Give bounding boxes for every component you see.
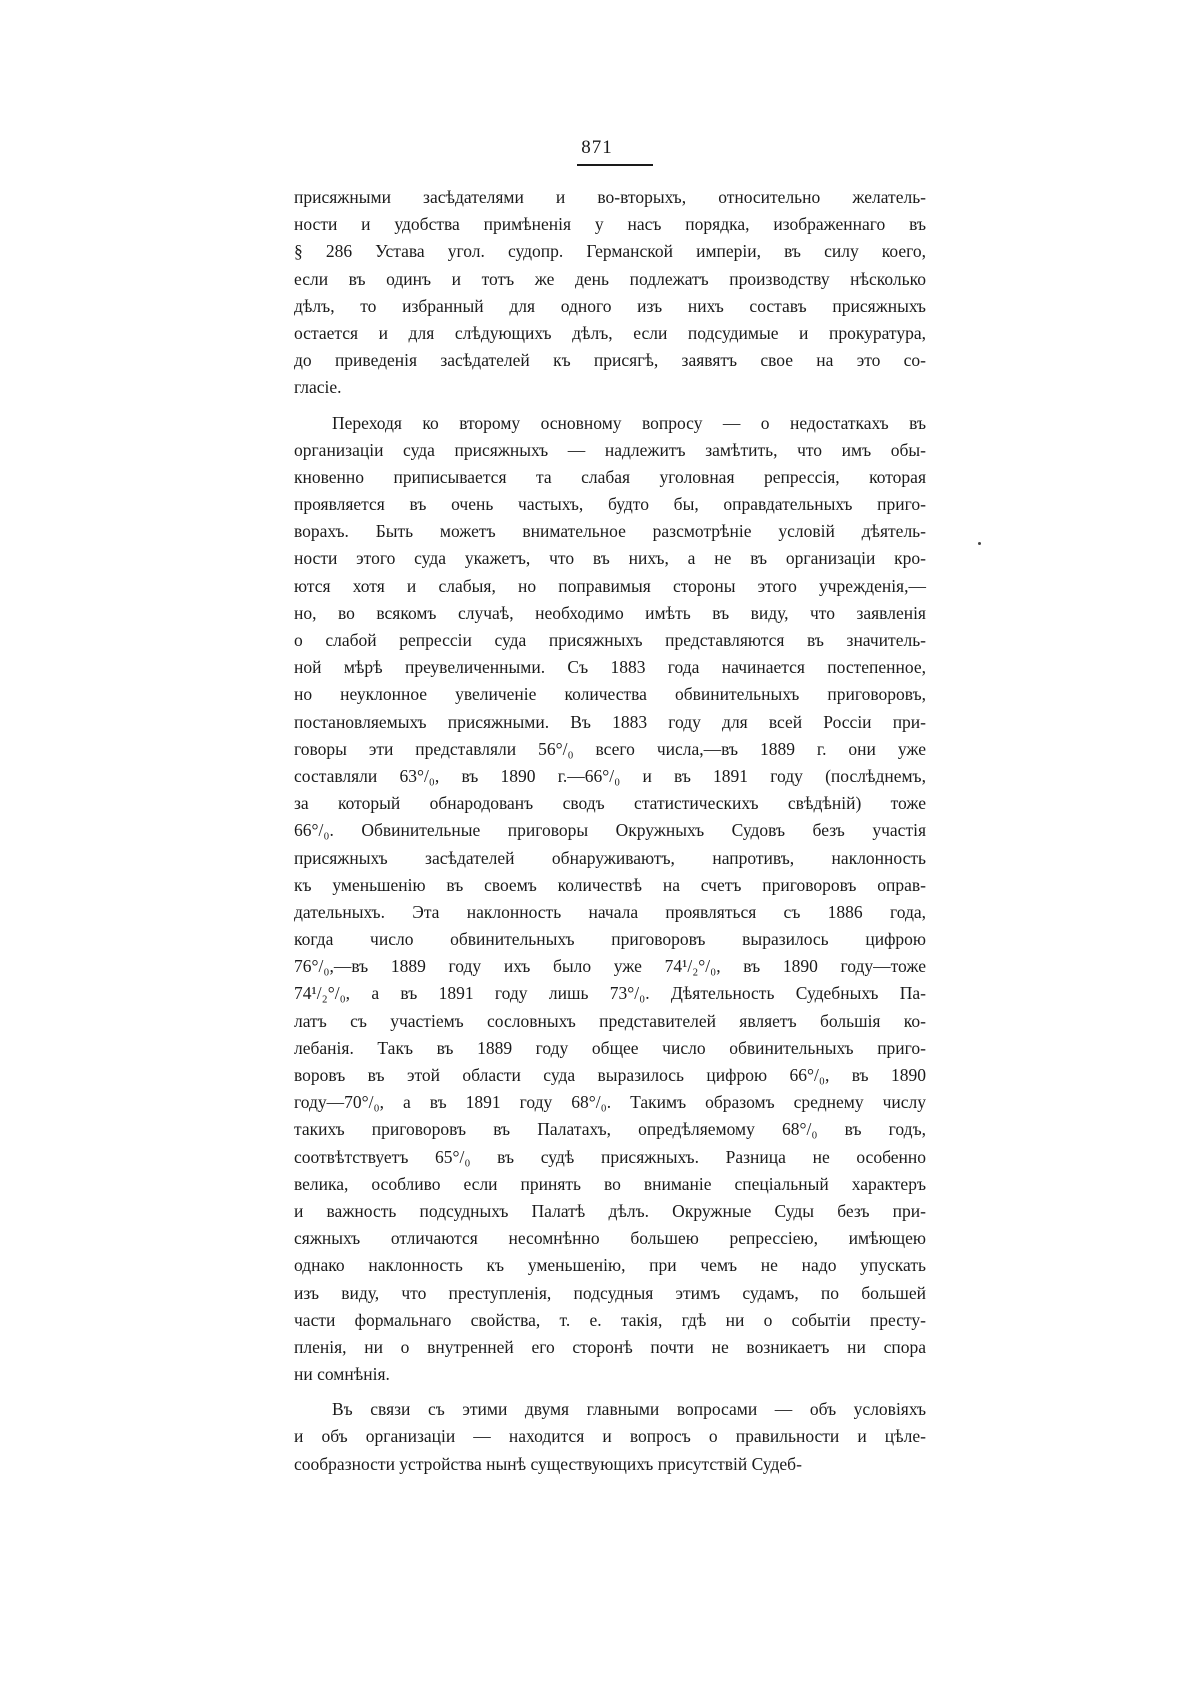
paragraph: [294, 1396, 926, 1478]
paragraph-gap: [294, 1388, 926, 1396]
text-line: однако наклонность къ уменьшенію, при чемъ не надо упускать: [294, 1255, 926, 1276]
text-line: 76°/₀,—въ 1889 году ихъ было уже 74¹/₂°/₀, въ 1890 году—тоже: [294, 956, 926, 977]
text-line: сообразности устройства нынѣ существующихъ присутствій Судеб-: [294, 1453, 802, 1474]
text-line: ности и удобства примѣненія у насъ порядка, изображеннаго въ: [294, 214, 926, 235]
text-line: ются хотя и слабыя, но поправимыя стороны этого учрежденія,—: [294, 575, 926, 596]
text-line: и объ организаціи — находится и вопросъ о правильности и цѣле-: [294, 1426, 926, 1447]
text-line: ности этого суда укажетъ, что въ нихъ, а не въ организаціи кро-: [294, 548, 926, 569]
text-line: когда число обвинительныхъ приговоровъ выразилось цифрою: [294, 929, 926, 950]
text-line: гласіе.: [294, 377, 342, 398]
paragraph: [294, 410, 926, 1389]
text-line: 66°/₀. Обвинительные приговоры Окружныхъ Судовъ безъ участія: [294, 820, 926, 841]
text-line: § 286 Устава угол. судопр. Германской имперіи, въ силу коего,: [294, 241, 926, 262]
page-number: 871: [581, 137, 613, 158]
text-line: дѣлъ, то избранный для одного изъ нихъ составъ присяжныхъ: [294, 295, 926, 316]
text-line: говоры эти представляли 56°/₀ всего числа,—въ 1889 г. они уже: [294, 738, 926, 759]
text-line: о слабой репрессіи суда присяжныхъ представляются въ значитель-: [294, 630, 926, 650]
text-block: [294, 184, 926, 1478]
text-line: но неуклонное увеличеніе количества обвинительныхъ приговоровъ,: [294, 684, 926, 705]
margin-mark: [978, 542, 981, 545]
text-line: организаціи суда присяжныхъ — надлежитъ замѣтить, что имъ обы-: [294, 439, 926, 460]
text-line: составляли 63°/₀, въ 1890 г.—66°/₀ и въ 1891 году (послѣднемъ,: [294, 765, 926, 786]
text-line: Переходя ко второму основному вопросу — о недостаткахъ въ: [332, 412, 926, 433]
text-line: такихъ приговоровъ въ Палатахъ, опредѣляемому 68°/₀ въ годъ,: [294, 1119, 926, 1140]
text-line: кновенно приписывается та слабая уголовная репрессія, которая: [294, 466, 926, 487]
text-line: пленія, ни о внутренней его сторонѣ почти не возникаетъ ни спора: [294, 1336, 926, 1357]
text-line: воровъ въ этой области суда выразилось цифрою 66°/₀, въ 1890: [294, 1065, 926, 1085]
text-line: постановляемыхъ присяжными. Въ 1883 году для всей Россіи при-: [294, 711, 926, 732]
text-line: остается и для слѣдующихъ дѣлъ, если подсудимые и прокуратура,: [294, 322, 926, 343]
paragraph: [294, 184, 926, 402]
page-number-rule: [577, 164, 653, 166]
paragraph-gap: [294, 402, 926, 410]
text-line: лебанія. Такъ въ 1889 году общее число обвинительныхъ приго-: [294, 1037, 926, 1058]
text-line: 74¹/₂°/₀, а въ 1891 году лишь 73°/₀. Дѣятельность Судебныхъ Па-: [294, 983, 926, 1004]
text-line: изъ виду, что преступленія, подсудныя этимъ судамъ, по большей: [294, 1282, 926, 1303]
text-line: присяжными засѣдателями и во-вторыхъ, относительно желатель-: [294, 187, 926, 207]
text-line: присяжныхъ засѣдателей обнаруживаютъ, напротивъ, наклонность: [294, 847, 926, 868]
text-line: до приведенія засѣдателей къ присягѣ, заявятъ свое на это со-: [294, 350, 926, 371]
text-line: части формальнаго свойства, т. е. такія, гдѣ ни о событіи престу-: [294, 1309, 926, 1330]
text-line: году—70°/₀, а въ 1891 году 68°/₀. Такимъ образомъ среднему числу: [294, 1092, 926, 1113]
text-line: къ уменьшенію въ своемъ количествѣ на счетъ приговоровъ оправ-: [294, 874, 926, 895]
text-line: и важность подсудныхъ Палатѣ дѣлъ. Окружные Суды безъ при-: [294, 1200, 926, 1221]
text-line: соотвѣтствуетъ 65°/₀ въ судѣ присяжныхъ. Разница не особенно: [294, 1146, 926, 1167]
text-line: за который обнародованъ сводъ статистическихъ свѣдѣній) тоже: [294, 793, 926, 814]
text-line: ни сомнѣнія.: [294, 1364, 390, 1385]
text-line: но, во всякомъ случаѣ, необходимо имѣть въ виду, что заявленія: [294, 602, 926, 623]
text-line: велика, особливо если принять во вниманіе спеціальный характеръ: [294, 1173, 926, 1194]
text-line: дательныхъ. Эта наклонность начала проявляться съ 1886 года,: [294, 901, 926, 922]
text-line: если въ одинъ и тотъ же день подлежатъ производству нѣсколько: [294, 268, 926, 289]
text-line: латъ съ участіемъ сословныхъ представителей являетъ большія ко-: [294, 1010, 926, 1031]
text-line: проявляется въ очень частыхъ, будто бы, оправдательныхъ приго-: [294, 494, 926, 515]
text-line: ворахъ. Быть можетъ внимательное разсмотрѣніе условій дѣятель-: [294, 521, 926, 542]
text-line: сяжныхъ отличаются несомнѣнно большею репрессіею, имѣющею: [294, 1228, 926, 1249]
text-line: Въ связи съ этими двумя главными вопросами — объ условіяхъ: [332, 1399, 926, 1420]
text-line: ной мѣрѣ преувеличенными. Съ 1883 года начинается постепенное,: [294, 657, 926, 678]
